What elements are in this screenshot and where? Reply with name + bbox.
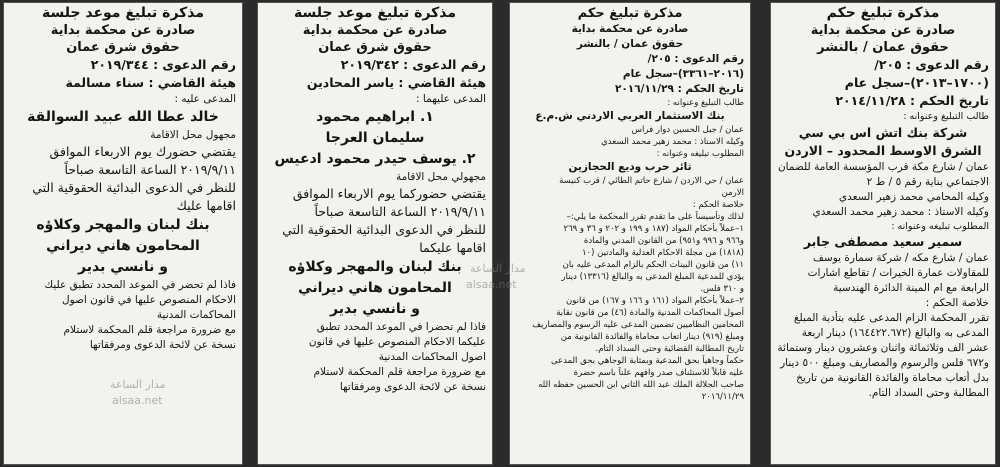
defendant-address-line: الرابعة مع ام المينة الدائرة الهندسية (833, 282, 989, 294)
case-number: رقم الدعوى : ٢٠١٩/٣٤٤ (90, 57, 236, 72)
plaintiff-label: طالب التبليغ وعنوانه : (667, 98, 744, 108)
footer-line: نسخة عن لائحة الدعوى ومرفقاتها (89, 339, 236, 351)
notice-title: مذكرة تبليغ حكم (826, 5, 940, 21)
summary-line: ومبلغ (٩١٩) دينار اتعاب محاماة والفائدة القانونية من (560, 332, 744, 342)
court-label: صادرة عن محكمة بداية (810, 23, 956, 38)
defendant-1a: ١. ابراهيم محمود (316, 109, 434, 125)
address-line: عمان / جبل الحسين دوار فراس (631, 125, 744, 135)
footer-line: فاذا لم تحضرا في الموعد المحدد تطبق (316, 321, 486, 333)
summary-line: و٦٧٢ فلس والرسوم والمصاريف ومبلغ ٥٠٠ دينار (780, 357, 989, 369)
body-line: للنظر في الدعوى البدائية الحقوقية التي (32, 180, 236, 195)
body-line: يقتضي حضوركما يوم الاربعاء الموافق (292, 186, 486, 201)
plaintiff-label: طالب التبليغ وعنوانه : (903, 111, 989, 122)
body-line: ٢٠١٩/٩/١١ الساعة التاسعة صباحاً (314, 204, 486, 219)
summary-line: و ٣١٠ فلس. (700, 284, 744, 294)
summary-line: تاريخ المطالبة القضائية وحتى السداد التام. (595, 344, 744, 354)
plaintiff-line: و نانسي بدير (78, 259, 168, 275)
summary-line: بدل أتعاب محاماة والفائدة القانونية من تاريخ (796, 372, 989, 384)
address-line: وكيله الاستاذ : محمد زهير محمد السعدي (601, 137, 744, 147)
footer-line: مع ضرورة مراجعة قلم المحكمة لاستلام (313, 366, 486, 378)
notice-hearing-342 (257, 2, 493, 465)
summary-line: عليه قابلاً للاستئناف صدر وافهم علناً باسم حضرة (573, 368, 744, 378)
case-number: رقم الدعوى : ٢٠١٩/٣٤٢ (340, 57, 486, 72)
notice-verdict-arab-investment (509, 2, 751, 465)
plaintiff-name-2: الشرق الاوسط المحدود – الاردن (784, 142, 982, 158)
notice-title: مذكرة تبليغ موعد جلسة (41, 5, 205, 21)
body-line: اقامها عليك (176, 198, 236, 213)
footer-line: اصول المحاكمات المدنية (378, 351, 486, 363)
defendant-1b: سليمان العرجا (325, 130, 425, 146)
body-line: ٢٠١٩/٩/١١ الساعة التاسعة صباحاً (64, 162, 236, 177)
body-line: اقامها عليكما (419, 240, 486, 255)
defendants-label: المدعى عليهما : (416, 93, 486, 105)
address-line: عمان / شارع مكة قرب المؤسسة العامة للضمان (777, 160, 989, 173)
judge-panel: هيئة القاضي : ياسر المحادين (306, 75, 486, 90)
defendant-label: المطلوب تبليغه وعنوانه : (656, 149, 744, 159)
residence-note: مجهول محل الاقامة (150, 129, 236, 141)
plaintiff-line: بنك لبنان والمهجر وكلاؤه (288, 259, 462, 275)
case-number: رقم الدعوى : ٢٠٥/ (647, 53, 744, 65)
footer-line: نسخة عن لائحة الدعوى ومرفقاتها (339, 381, 486, 393)
plaintiff-line: بنك لبنان والمهجر وكلاؤه (36, 217, 210, 233)
watermark-latin: alsaa.net (112, 394, 163, 407)
body-line: يقتضي حضورك يوم الاربعاء الموافق (49, 144, 236, 159)
summary-line: عشر الف وثلاثمائة واثنان وعشرون دينار وستمائة (777, 342, 989, 354)
court-label: صادرة عن محكمة بداية (571, 23, 689, 35)
summary-line: لذلك وتأسيساً على ما تقدم تقرر المحكمة ما يلي:– (566, 212, 744, 222)
footer-line: المحاكمات المدنية (156, 309, 236, 321)
court-name: حقوق عمان / بالنشر (817, 40, 949, 55)
summary-line: المدعى به والبالغ (١٦٤٤٢٢.٦٧٢) دينار اربعة (801, 327, 989, 339)
summary-line: ١–عملاً بأحكام المواد (١٨٧ و ١٩٩ و ٢٠٢ و ٣٦ و ٢٦٩ (563, 224, 744, 234)
summary-line: تقرر المحكمة الزام المدعى عليه بتأدية المبلغ (793, 312, 989, 324)
court-label: صادرة عن محكمة بداية (50, 23, 196, 38)
footer-line: الاحكام المنصوص عليها في قانون اصول (61, 294, 236, 306)
address-line: وكيله المحامي محمد زهير السعدي (838, 190, 989, 203)
defendant-2: ٢. يوسف حيدر محمود ادعيس (274, 151, 476, 167)
plaintiff-name-1: شركة بنك اتش اس بي سي (798, 124, 968, 140)
watermark-arabic: مدار الساعة (470, 262, 526, 275)
judge-panel: هيئة القاضي : سناء مسالمة (65, 75, 236, 90)
case-number: رقم الدعوى : ٢٠٥/ (874, 57, 989, 72)
verdict-date: تاريخ الحكم : ٢٠١٤/١١/٢٨ (835, 93, 989, 108)
summary-line: ٢٠١٦/١١/٢٩ (701, 392, 744, 402)
footer-line: عليكما الاحكام المنصوص عليها في قانون (308, 336, 486, 348)
defendant-label: المدعى عليه : (174, 93, 236, 105)
summary-label: خلاصة الحكم : (925, 297, 989, 309)
case-year: (١٧٠٠–٢٠١٣)–سجل عام (844, 75, 989, 90)
summary-line: ١١) من قانون البينات الحكم بالزام المدعى عليه بان (562, 260, 744, 270)
summary-line: المحامين النظاميين تضمين المدعى عليه الرسوم والمصاريف (532, 320, 744, 330)
defendant-name: ثائر حرب وديع الحجازين (568, 161, 692, 173)
plaintiff-line: و نانسي بدير (330, 301, 420, 317)
watermark-arabic: مدار الساعة (110, 378, 166, 391)
defendant-label: المطلوب تبليغه وعنوانه : (891, 220, 989, 232)
summary-line: يؤدي للمدعية المبلغ المدعى به والبالغ (١٣٣١٦) دينار (561, 272, 744, 282)
footer-line: مع ضرورة مراجعة قلم المحكمة لاستلام (63, 324, 236, 336)
case-year: (٢٠١٦–٣٣٦١)–سجل عام (622, 68, 744, 80)
defendant-address-line: عمان / حي الاردن / شارع حاتم الطائي / قرب كنيسة (559, 176, 744, 186)
summary-line: المطالبة وحتى السداد التام. (868, 387, 989, 399)
notice-verdict-hsbc (770, 2, 996, 465)
verdict-date: تاريخ الحكم : ٢٠١٦/١١/٢٩ (614, 83, 744, 95)
residence-note: مجهولي محل الاقامة (395, 171, 486, 183)
notice-title: مذكرة تبليغ حكم (577, 6, 683, 21)
summary-line: حكماً وجاهياً بحق المدعية وبمثابة الوجاهي بحق المدعى (550, 356, 744, 366)
summary-label: خلاصة الحكم : (692, 200, 744, 210)
summary-line: أصول المحاكمات المدنية والمادة (٤٦) من قانون نقابة (556, 308, 744, 318)
summary-line: ٢–عملاً بأحكام المواد (١٦١ و ١٦٦ و ١٦٧) من قانون (565, 296, 744, 306)
court-name: حقوق عمان / بالنشر (576, 38, 684, 50)
watermark-latin: alsaa.net (466, 278, 517, 291)
plaintiff-name: بنك الاستثمار العربي الاردني ش.م.ع (535, 110, 725, 122)
address-line: وكيله الاستاذ : محمد زهير محمد السعدي (812, 205, 989, 218)
summary-line: و٩٦٦ و ٩٩٦ و٩٥١) من القانون المدني والمادة (583, 236, 744, 246)
body-line: للنظر في الدعوى البدائية الحقوقية التي (282, 222, 486, 237)
defendant-name: سمير سعيد مصطفى جابر (803, 234, 963, 249)
plaintiff-line: المحامون هاني ديراني (46, 238, 200, 254)
plaintiff-line: المحامون هاني ديراني (298, 280, 452, 296)
footer-line: فاذا لم تحضر في الموعد المحدد تطبق عليك (44, 279, 236, 291)
defendant-name: خالد عطا الله عبيد السوالقة (27, 109, 219, 125)
defendant-address-line: للمقاولات عمارة الخيرات / تقاطع اشارات (807, 267, 989, 279)
court-label: صادرة عن محكمة بداية (302, 23, 448, 38)
summary-line: صاحب الجلالة الملك عبد الله الثاني ابن الحسين حفظه الله (538, 380, 744, 390)
notice-title: مذكرة تبليغ موعد جلسة (293, 5, 457, 21)
defendant-address-line: عمان / شارع مكه / شركة سمارة يوسف (813, 252, 989, 264)
defendant-address-line: الارمن (721, 188, 744, 198)
court-name: حقوق شرق عمان (318, 40, 432, 55)
address-line: الاجتماعي بناية رقم ٥ / ط ٢ (866, 175, 989, 188)
court-name: حقوق شرق عمان (66, 40, 180, 55)
summary-line: (١٨١٨) من مجلة الاحكام العدلية والمادتين (١٠ (582, 248, 744, 258)
